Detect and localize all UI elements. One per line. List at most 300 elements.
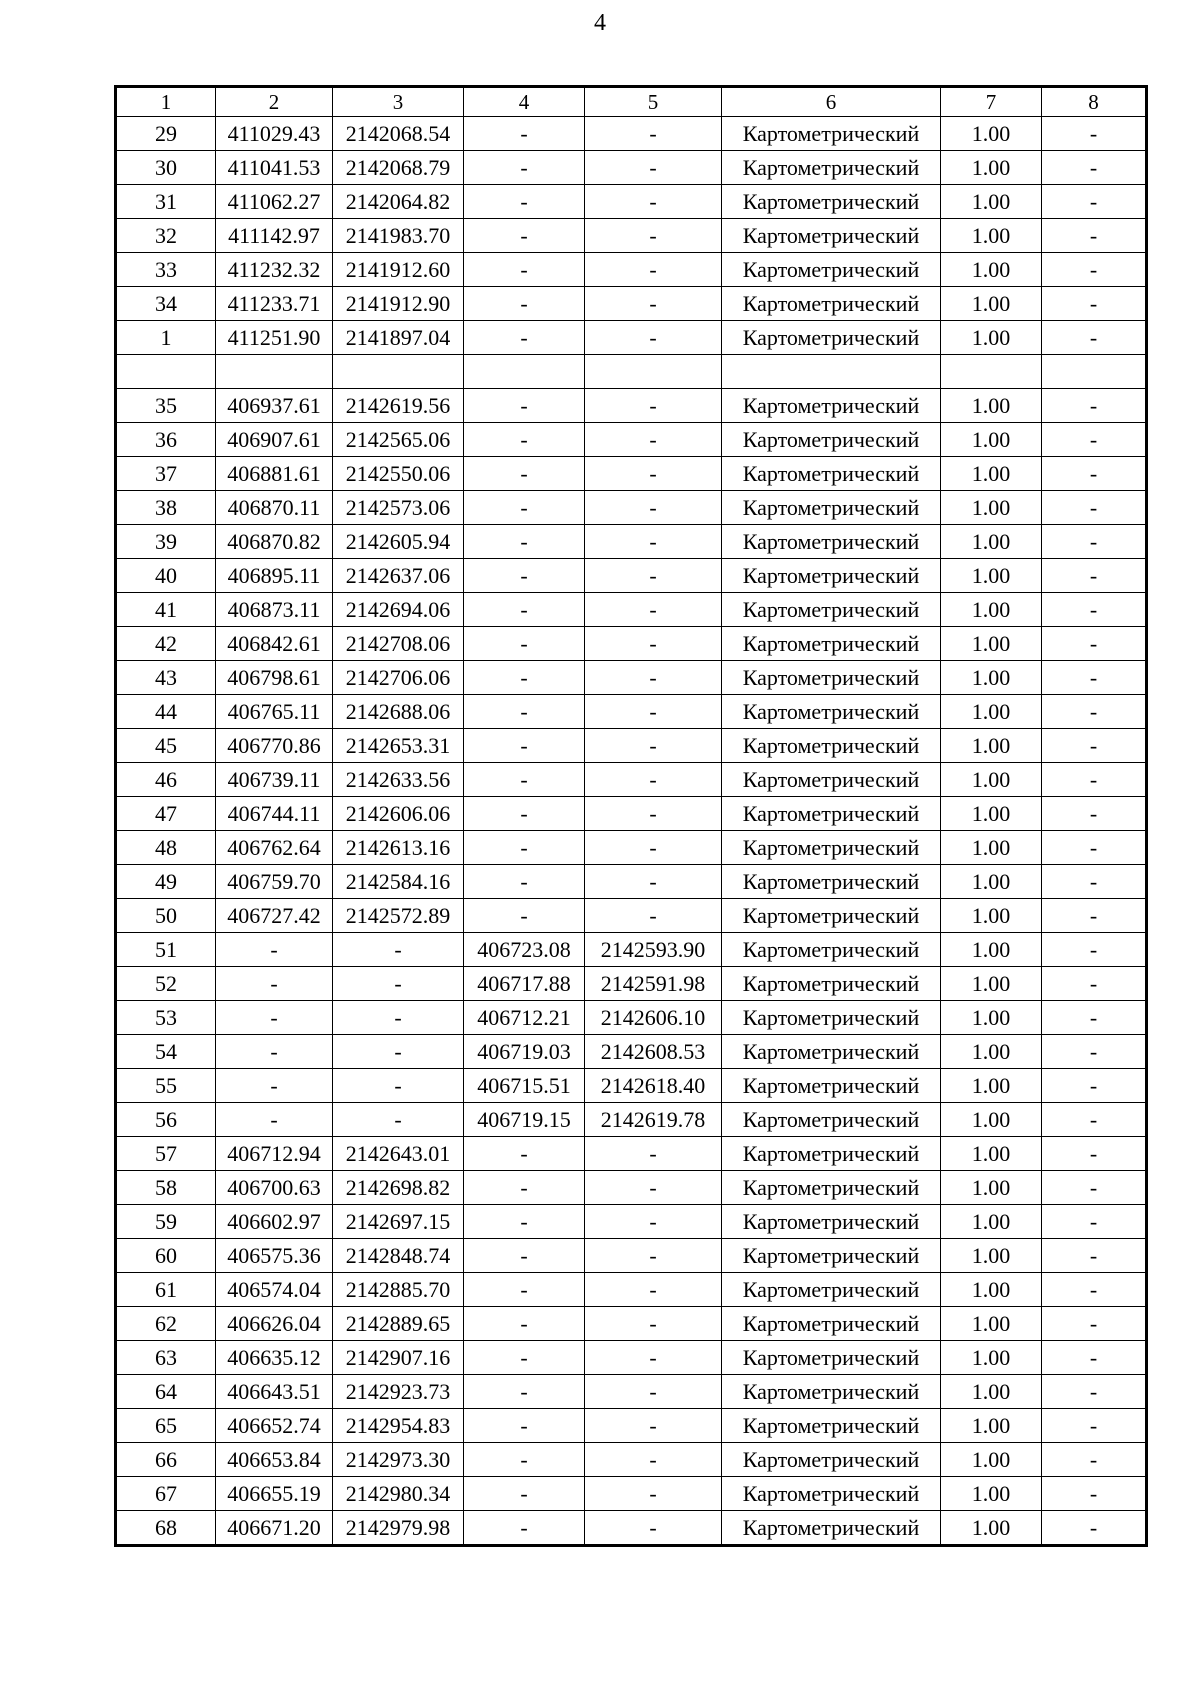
table-row: [116, 389, 1147, 423]
x-coordinate-cell: 411142.97: [216, 219, 333, 253]
description-cell: -: [1042, 423, 1147, 457]
point-number-cell: 37: [116, 457, 216, 491]
point-number-cell: 51: [116, 933, 216, 967]
table-row: [116, 1443, 1147, 1477]
table-row: [116, 1375, 1147, 1409]
y-coordinate-cell: [333, 355, 464, 389]
header-cell: 2: [216, 87, 333, 117]
method-cell: Картометрический: [722, 1409, 941, 1443]
method-cell: Картометрический: [722, 423, 941, 457]
x-new-cell: -: [464, 423, 585, 457]
method-cell: Картометрический: [722, 1375, 941, 1409]
description-cell: -: [1042, 593, 1147, 627]
x-new-cell: -: [464, 1239, 585, 1273]
x-new-cell: -: [464, 491, 585, 525]
x-new-cell: -: [464, 865, 585, 899]
x-new-cell: -: [464, 661, 585, 695]
y-new-cell: -: [585, 661, 722, 695]
y-coordinate-cell: -: [333, 1069, 464, 1103]
x-new-cell: -: [464, 559, 585, 593]
x-coordinate-cell: -: [216, 1035, 333, 1069]
description-cell: -: [1042, 185, 1147, 219]
method-cell: Картометрический: [722, 729, 941, 763]
method-cell: Картометрический: [722, 321, 941, 355]
description-cell: -: [1042, 1409, 1147, 1443]
method-cell: Картометрический: [722, 151, 941, 185]
accuracy-cell: 1.00: [941, 525, 1042, 559]
x-coordinate-cell: 406739.11: [216, 763, 333, 797]
x-new-cell: -: [464, 321, 585, 355]
y-new-cell: -: [585, 1443, 722, 1477]
y-new-cell: -: [585, 1409, 722, 1443]
accuracy-cell: 1.00: [941, 253, 1042, 287]
accuracy-cell: 1.00: [941, 559, 1042, 593]
y-coordinate-cell: 2142643.01: [333, 1137, 464, 1171]
x-new-cell: -: [464, 763, 585, 797]
y-coordinate-cell: 2142848.74: [333, 1239, 464, 1273]
method-cell: Картометрический: [722, 933, 941, 967]
description-cell: -: [1042, 1273, 1147, 1307]
header-cell: 1: [116, 87, 216, 117]
y-new-cell: -: [585, 627, 722, 661]
x-coordinate-cell: 411233.71: [216, 287, 333, 321]
y-new-cell: -: [585, 1511, 722, 1546]
x-coordinate-cell: 406602.97: [216, 1205, 333, 1239]
y-coordinate-cell: 2142889.65: [333, 1307, 464, 1341]
x-coordinate-cell: 411029.43: [216, 117, 333, 151]
x-new-cell: -: [464, 1205, 585, 1239]
point-number-cell: 57: [116, 1137, 216, 1171]
y-new-cell: -: [585, 1171, 722, 1205]
y-coordinate-cell: 2142613.16: [333, 831, 464, 865]
accuracy-cell: 1.00: [941, 1069, 1042, 1103]
accuracy-cell: 1.00: [941, 831, 1042, 865]
table-row: [116, 933, 1147, 967]
table-row: [116, 1307, 1147, 1341]
table-row: [116, 1273, 1147, 1307]
table-row: [116, 253, 1147, 287]
y-coordinate-cell: 2142633.56: [333, 763, 464, 797]
x-new-cell: -: [464, 1171, 585, 1205]
y-coordinate-cell: 2142605.94: [333, 525, 464, 559]
x-coordinate-cell: 406575.36: [216, 1239, 333, 1273]
y-new-cell: -: [585, 151, 722, 185]
y-coordinate-cell: 2142653.31: [333, 729, 464, 763]
y-new-cell: -: [585, 525, 722, 559]
table-row: [116, 831, 1147, 865]
x-new-cell: -: [464, 797, 585, 831]
x-new-cell: -: [464, 1341, 585, 1375]
x-new-cell: [464, 355, 585, 389]
x-new-cell: -: [464, 287, 585, 321]
point-number-cell: 30: [116, 151, 216, 185]
method-cell: Картометрический: [722, 1171, 941, 1205]
table-row: [116, 151, 1147, 185]
accuracy-cell: 1.00: [941, 1205, 1042, 1239]
method-cell: Картометрический: [722, 695, 941, 729]
y-coordinate-cell: 2141983.70: [333, 219, 464, 253]
y-coordinate-cell: 2142573.06: [333, 491, 464, 525]
y-new-cell: -: [585, 117, 722, 151]
table-row: [116, 695, 1147, 729]
x-coordinate-cell: 406870.11: [216, 491, 333, 525]
description-cell: -: [1042, 151, 1147, 185]
method-cell: Картометрический: [722, 219, 941, 253]
y-new-cell: -: [585, 389, 722, 423]
description-cell: -: [1042, 525, 1147, 559]
accuracy-cell: 1.00: [941, 1273, 1042, 1307]
x-coordinate-cell: 406895.11: [216, 559, 333, 593]
accuracy-cell: 1.00: [941, 1307, 1042, 1341]
y-new-cell: -: [585, 253, 722, 287]
y-coordinate-cell: 2142979.98: [333, 1511, 464, 1546]
accuracy-cell: 1.00: [941, 729, 1042, 763]
accuracy-cell: 1.00: [941, 1035, 1042, 1069]
table-row: [116, 491, 1147, 525]
x-coordinate-cell: 406907.61: [216, 423, 333, 457]
accuracy-cell: 1.00: [941, 1171, 1042, 1205]
accuracy-cell: 1.00: [941, 797, 1042, 831]
accuracy-cell: 1.00: [941, 899, 1042, 933]
accuracy-cell: 1.00: [941, 1477, 1042, 1511]
description-cell: -: [1042, 117, 1147, 151]
method-cell: [722, 355, 941, 389]
accuracy-cell: 1.00: [941, 423, 1042, 457]
point-number-cell: 56: [116, 1103, 216, 1137]
table-row: [116, 117, 1147, 151]
description-cell: -: [1042, 1341, 1147, 1375]
x-coordinate-cell: 406744.11: [216, 797, 333, 831]
x-coordinate-cell: 411062.27: [216, 185, 333, 219]
method-cell: Картометрический: [722, 763, 941, 797]
accuracy-cell: 1.00: [941, 933, 1042, 967]
x-new-cell: -: [464, 899, 585, 933]
y-new-cell: -: [585, 219, 722, 253]
point-number-cell: 43: [116, 661, 216, 695]
y-coordinate-cell: 2142980.34: [333, 1477, 464, 1511]
description-cell: -: [1042, 1239, 1147, 1273]
y-new-cell: -: [585, 1273, 722, 1307]
accuracy-cell: 1.00: [941, 457, 1042, 491]
x-new-cell: -: [464, 1273, 585, 1307]
description-cell: -: [1042, 1477, 1147, 1511]
y-new-cell: -: [585, 559, 722, 593]
method-cell: Картометрический: [722, 389, 941, 423]
x-new-cell: -: [464, 185, 585, 219]
description-cell: -: [1042, 219, 1147, 253]
x-coordinate-cell: 411041.53: [216, 151, 333, 185]
description-cell: -: [1042, 1001, 1147, 1035]
description-cell: -: [1042, 253, 1147, 287]
method-cell: Картометрический: [722, 593, 941, 627]
accuracy-cell: 1.00: [941, 1341, 1042, 1375]
method-cell: Картометрический: [722, 1069, 941, 1103]
accuracy-cell: 1.00: [941, 1239, 1042, 1273]
point-number-cell: 55: [116, 1069, 216, 1103]
description-cell: -: [1042, 389, 1147, 423]
description-cell: -: [1042, 797, 1147, 831]
point-number-cell: 60: [116, 1239, 216, 1273]
y-coordinate-cell: 2141912.90: [333, 287, 464, 321]
x-new-cell: -: [464, 1477, 585, 1511]
x-new-cell: -: [464, 219, 585, 253]
table-row: [116, 1205, 1147, 1239]
description-cell: -: [1042, 287, 1147, 321]
y-new-cell: -: [585, 729, 722, 763]
point-number-cell: 42: [116, 627, 216, 661]
method-cell: Картометрический: [722, 627, 941, 661]
table-row: [116, 287, 1147, 321]
y-new-cell: -: [585, 1239, 722, 1273]
x-new-cell: 406712.21: [464, 1001, 585, 1035]
point-number-cell: 45: [116, 729, 216, 763]
x-new-cell: -: [464, 457, 585, 491]
accuracy-cell: 1.00: [941, 865, 1042, 899]
description-cell: -: [1042, 1103, 1147, 1137]
method-cell: Картометрический: [722, 865, 941, 899]
header-cell: 3: [333, 87, 464, 117]
point-number-cell: 52: [116, 967, 216, 1001]
method-cell: Картометрический: [722, 491, 941, 525]
x-coordinate-cell: 406770.86: [216, 729, 333, 763]
y-coordinate-cell: 2142619.56: [333, 389, 464, 423]
x-new-cell: -: [464, 1375, 585, 1409]
method-cell: Картометрический: [722, 661, 941, 695]
method-cell: Картометрический: [722, 1103, 941, 1137]
table-body: [116, 117, 1147, 1546]
y-new-cell: -: [585, 593, 722, 627]
description-cell: -: [1042, 831, 1147, 865]
description-cell: -: [1042, 1035, 1147, 1069]
description-cell: -: [1042, 1375, 1147, 1409]
x-coordinate-cell: 406873.11: [216, 593, 333, 627]
description-cell: -: [1042, 933, 1147, 967]
table-row: [116, 219, 1147, 253]
description-cell: -: [1042, 899, 1147, 933]
x-coordinate-cell: 406626.04: [216, 1307, 333, 1341]
x-new-cell: -: [464, 1409, 585, 1443]
y-new-cell: -: [585, 865, 722, 899]
x-new-cell: -: [464, 729, 585, 763]
table-row: [116, 1171, 1147, 1205]
point-number-cell: 33: [116, 253, 216, 287]
x-new-cell: -: [464, 1137, 585, 1171]
accuracy-cell: 1.00: [941, 1443, 1042, 1477]
x-coordinate-cell: 406759.70: [216, 865, 333, 899]
x-coordinate-cell: 406643.51: [216, 1375, 333, 1409]
accuracy-cell: 1.00: [941, 491, 1042, 525]
x-new-cell: -: [464, 593, 585, 627]
description-cell: -: [1042, 763, 1147, 797]
accuracy-cell: 1.00: [941, 763, 1042, 797]
x-coordinate-cell: 406937.61: [216, 389, 333, 423]
table-row: [116, 1035, 1147, 1069]
table-row: [116, 763, 1147, 797]
table-row: [116, 185, 1147, 219]
table-row: [116, 525, 1147, 559]
table-row: [116, 1069, 1147, 1103]
y-coordinate-cell: -: [333, 933, 464, 967]
y-coordinate-cell: 2142068.79: [333, 151, 464, 185]
x-coordinate-cell: -: [216, 1001, 333, 1035]
accuracy-cell: 1.00: [941, 151, 1042, 185]
method-cell: Картометрический: [722, 457, 941, 491]
accuracy-cell: [941, 355, 1042, 389]
y-coordinate-cell: 2142584.16: [333, 865, 464, 899]
header-cell: 7: [941, 87, 1042, 117]
method-cell: Картометрический: [722, 1137, 941, 1171]
description-cell: -: [1042, 1069, 1147, 1103]
x-new-cell: -: [464, 253, 585, 287]
point-number-cell: 54: [116, 1035, 216, 1069]
y-new-cell: [585, 355, 722, 389]
method-cell: Картометрический: [722, 899, 941, 933]
x-new-cell: 406719.15: [464, 1103, 585, 1137]
accuracy-cell: 1.00: [941, 1137, 1042, 1171]
x-new-cell: 406715.51: [464, 1069, 585, 1103]
point-number-cell: 48: [116, 831, 216, 865]
x-coordinate-cell: -: [216, 967, 333, 1001]
point-number-cell: 31: [116, 185, 216, 219]
method-cell: Картометрический: [722, 1511, 941, 1546]
y-new-cell: 2142618.40: [585, 1069, 722, 1103]
table-row: [116, 355, 1147, 389]
method-cell: Картометрический: [722, 1239, 941, 1273]
x-coordinate-cell: 406765.11: [216, 695, 333, 729]
accuracy-cell: 1.00: [941, 627, 1042, 661]
x-new-cell: -: [464, 831, 585, 865]
table-row: [116, 627, 1147, 661]
description-cell: -: [1042, 661, 1147, 695]
accuracy-cell: 1.00: [941, 695, 1042, 729]
description-cell: -: [1042, 1137, 1147, 1171]
y-new-cell: 2142591.98: [585, 967, 722, 1001]
description-cell: -: [1042, 1511, 1147, 1546]
x-coordinate-cell: -: [216, 933, 333, 967]
y-new-cell: -: [585, 423, 722, 457]
method-cell: Картометрический: [722, 1001, 941, 1035]
y-new-cell: 2142619.78: [585, 1103, 722, 1137]
description-cell: -: [1042, 559, 1147, 593]
method-cell: Картометрический: [722, 1307, 941, 1341]
point-number-cell: 35: [116, 389, 216, 423]
description-cell: -: [1042, 729, 1147, 763]
x-new-cell: -: [464, 627, 585, 661]
accuracy-cell: 1.00: [941, 1375, 1042, 1409]
table-row: [116, 1477, 1147, 1511]
accuracy-cell: 1.00: [941, 1001, 1042, 1035]
method-cell: Картометрический: [722, 1273, 941, 1307]
table-row: [116, 797, 1147, 831]
x-coordinate-cell: 406798.61: [216, 661, 333, 695]
point-number-cell: 40: [116, 559, 216, 593]
y-coordinate-cell: 2142973.30: [333, 1443, 464, 1477]
description-cell: -: [1042, 491, 1147, 525]
x-coordinate-cell: -: [216, 1103, 333, 1137]
table-row: [116, 1409, 1147, 1443]
table-row: [116, 559, 1147, 593]
y-coordinate-cell: -: [333, 967, 464, 1001]
y-new-cell: -: [585, 1375, 722, 1409]
x-new-cell: -: [464, 1443, 585, 1477]
table-row: [116, 967, 1147, 1001]
method-cell: Картометрический: [722, 1477, 941, 1511]
header-cell: 5: [585, 87, 722, 117]
x-new-cell: -: [464, 117, 585, 151]
x-new-cell: 406719.03: [464, 1035, 585, 1069]
table-row: [116, 729, 1147, 763]
x-new-cell: -: [464, 1307, 585, 1341]
header-cell: 6: [722, 87, 941, 117]
x-coordinate-cell: 411251.90: [216, 321, 333, 355]
method-cell: Картометрический: [722, 287, 941, 321]
y-new-cell: -: [585, 1341, 722, 1375]
y-new-cell: -: [585, 1307, 722, 1341]
table-row: [116, 457, 1147, 491]
x-coordinate-cell: [216, 355, 333, 389]
y-coordinate-cell: 2142550.06: [333, 457, 464, 491]
point-number-cell: 36: [116, 423, 216, 457]
description-cell: -: [1042, 695, 1147, 729]
x-new-cell: -: [464, 151, 585, 185]
point-number-cell: 58: [116, 1171, 216, 1205]
table-row: [116, 321, 1147, 355]
x-coordinate-cell: 406762.64: [216, 831, 333, 865]
description-cell: -: [1042, 627, 1147, 661]
y-coordinate-cell: 2142923.73: [333, 1375, 464, 1409]
x-coordinate-cell: -: [216, 1069, 333, 1103]
method-cell: Картометрический: [722, 253, 941, 287]
x-coordinate-cell: 406881.61: [216, 457, 333, 491]
description-cell: -: [1042, 967, 1147, 1001]
header-cell: 8: [1042, 87, 1147, 117]
point-number-cell: 46: [116, 763, 216, 797]
accuracy-cell: 1.00: [941, 1511, 1042, 1546]
point-number-cell: [116, 355, 216, 389]
accuracy-cell: 1.00: [941, 967, 1042, 1001]
y-coordinate-cell: 2142694.06: [333, 593, 464, 627]
x-coordinate-cell: 406635.12: [216, 1341, 333, 1375]
x-coordinate-cell: 406655.19: [216, 1477, 333, 1511]
method-cell: Картометрический: [722, 1035, 941, 1069]
y-coordinate-cell: 2142907.16: [333, 1341, 464, 1375]
method-cell: Картометрический: [722, 1341, 941, 1375]
point-number-cell: 68: [116, 1511, 216, 1546]
x-coordinate-cell: 411232.32: [216, 253, 333, 287]
y-coordinate-cell: 2142708.06: [333, 627, 464, 661]
description-cell: -: [1042, 457, 1147, 491]
x-new-cell: -: [464, 695, 585, 729]
y-new-cell: -: [585, 831, 722, 865]
method-cell: Картометрический: [722, 831, 941, 865]
x-coordinate-cell: 406653.84: [216, 1443, 333, 1477]
method-cell: Картометрический: [722, 1205, 941, 1239]
y-coordinate-cell: -: [333, 1035, 464, 1069]
description-cell: -: [1042, 1171, 1147, 1205]
y-coordinate-cell: 2142885.70: [333, 1273, 464, 1307]
x-coordinate-cell: 406652.74: [216, 1409, 333, 1443]
y-new-cell: -: [585, 695, 722, 729]
y-coordinate-cell: 2141897.04: [333, 321, 464, 355]
accuracy-cell: 1.00: [941, 117, 1042, 151]
point-number-cell: 64: [116, 1375, 216, 1409]
x-coordinate-cell: 406727.42: [216, 899, 333, 933]
accuracy-cell: 1.00: [941, 219, 1042, 253]
point-number-cell: 65: [116, 1409, 216, 1443]
method-cell: Картометрический: [722, 117, 941, 151]
point-number-cell: 59: [116, 1205, 216, 1239]
method-cell: Картометрический: [722, 797, 941, 831]
